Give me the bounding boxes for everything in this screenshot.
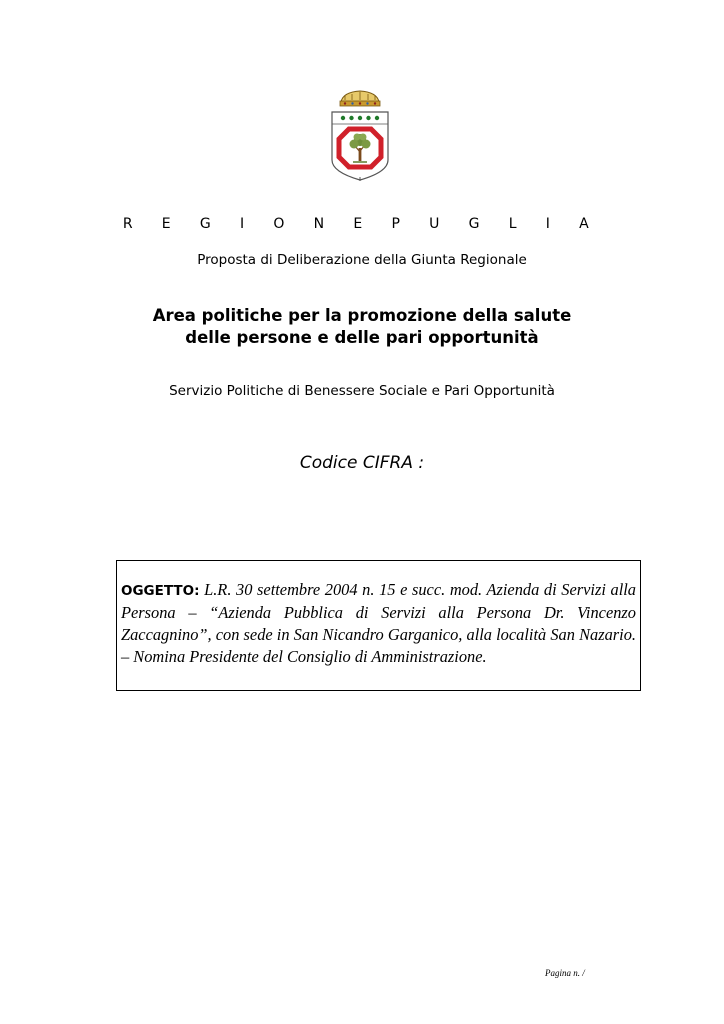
object-paragraph [121, 579, 636, 668]
shield-icon [332, 112, 388, 181]
region-name: R E G I O N E P U G L I A [122, 216, 602, 232]
proposal-subtitle: Proposta di Deliberazione della Giunta Regionale [197, 252, 527, 268]
area-title-line-1: Area politiche per la promozione della salute [152, 306, 572, 325]
cifra-code-label: Codice CIFRA : [299, 453, 425, 473]
regione-puglia-coat-of-arms-icon [329, 88, 391, 182]
area-title-line-2: delle persone e delle pari opportunità [185, 328, 539, 347]
crown-icon [340, 91, 380, 106]
page-number-footer: Pagina n. / [545, 968, 585, 978]
object-text: L.R. 30 settembre 2004 n. 15 e succ. mod. Azienda di Servizi alla Persona – “Azienda Pubblica di Servizi alla Persona Dr. Vincenzo Zaccagnino”, con sede in San Nicandro Garganico, alla località San Nazario. – Nomina Presidente del Consiglio di Amministrazione. [121, 580, 636, 666]
service-name: Servizio Politiche di Benessere Sociale e Pari Opportunità [169, 383, 555, 399]
area-title [0, 305, 724, 349]
object-box [116, 560, 641, 691]
object-label: OGGETTO: [121, 583, 200, 599]
